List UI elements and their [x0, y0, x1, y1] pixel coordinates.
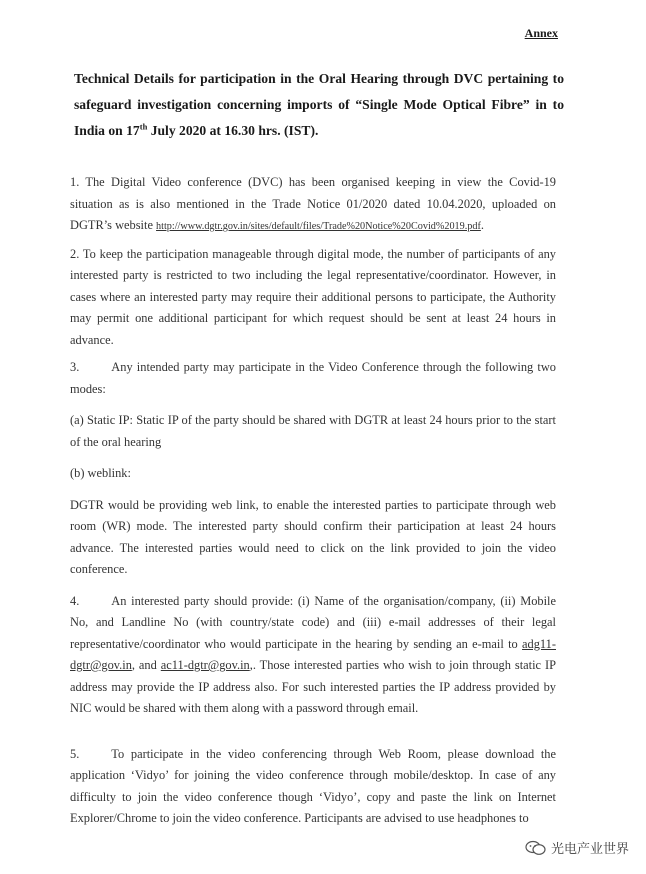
- email-link-ac11[interactable]: ac11-dgtr@gov.in: [160, 658, 250, 672]
- document-body: [70, 172, 556, 830]
- paragraph-3-text: Any intended party may participate in the Video Conference through the following two modes:: [70, 360, 556, 396]
- paragraph-5-number: 5.: [70, 746, 80, 761]
- watermark-text: 光电产业世界: [550, 842, 629, 857]
- title-text-end: July 2020 at 16.30 hrs. (IST).: [147, 123, 319, 138]
- paragraph-4-text-end: ,. Those interested parties who wish to join through static IP address may provide the IP address also. For such interested parties the IP address provided by NIC would be shared with them along with a password through email.: [70, 658, 557, 715]
- paragraph-4-number: 4.: [70, 593, 80, 608]
- title-ordinal: th: [139, 121, 148, 132]
- paragraph-4-and: , and: [131, 658, 161, 672]
- paragraph-3b: (b) weblink:: [70, 466, 131, 480]
- watermark: [522, 837, 632, 858]
- paragraph-1: [70, 172, 556, 238]
- paragraph-1-text: 1. The Digital Video conference (DVC) has been organised keeping in view the Covid-19 situation as is also mentioned in the Trade Notice 01/2020 dated 10.04.2020, uploaded on DGTR’s website: [70, 175, 556, 232]
- paragraph-5-text: To participate in the video conferencing through Web Room, please download the application ‘Vidyo’ for joining the video conference through mobile/desktop. In case of any difficulty to join the video conference though ‘Vidyo’, copy and paste the link on Internet Explorer/Chrome to join the video conference. Participants are advised to use headphones to: [70, 746, 556, 825]
- paragraph-3a: (a) Static IP: Static IP of the party should be shared with DGTR at least 24 hours prior to the start of the oral hearing: [70, 413, 556, 449]
- annex-heading: Annex: [524, 26, 558, 40]
- title-text: Technical Details for participation in the Oral Hearing through DVC pertaining to safeguard investigation concerning imports of “Single Mode Optical Fibre” in to India on 17: [74, 71, 564, 138]
- wechat-icon: [525, 840, 547, 856]
- paragraph-5: [70, 744, 556, 830]
- dgtr-notice-link[interactable]: http://www.dgtr.gov.in/sites/default/files/Trade%20Notice%20Covid%2019.pdf: [156, 221, 481, 232]
- paragraph-3c: DGTR would be providing web link, to enable the interested parties to participate through web room (WR) mode. The interested party should confirm their participation at least 24 hours advance. The interested parties would need to click on the link provided to join the video conference.: [70, 497, 556, 576]
- paragraph-3: [70, 357, 556, 400]
- document-title: [74, 66, 564, 144]
- paragraph-1-end: .: [480, 218, 484, 232]
- paragraph-3-number: 3.: [70, 360, 80, 374]
- paragraph-4: [70, 591, 556, 720]
- paragraph-2: 2. To keep the participation manageable through digital mode, the number of participants of any interested party is restricted to two including the legal representative/coordinator. However, in cases where an interested party may require their additional persons to participate, the Authority may permit one additional participant for which request should be sent at least 24 hours in advance.: [70, 246, 556, 347]
- email-link-adg11[interactable]: adg11-dgtr@gov.in: [70, 636, 556, 672]
- paragraph-4-text: An interested party should provide: (i) Name of the organisation/company, (ii) Mobile No, and Landline No (with country/state code) and (iii) e-mail addresses of their legal representative/coordinator who would participate in the hearing by sending an e-mail to: [70, 593, 556, 651]
